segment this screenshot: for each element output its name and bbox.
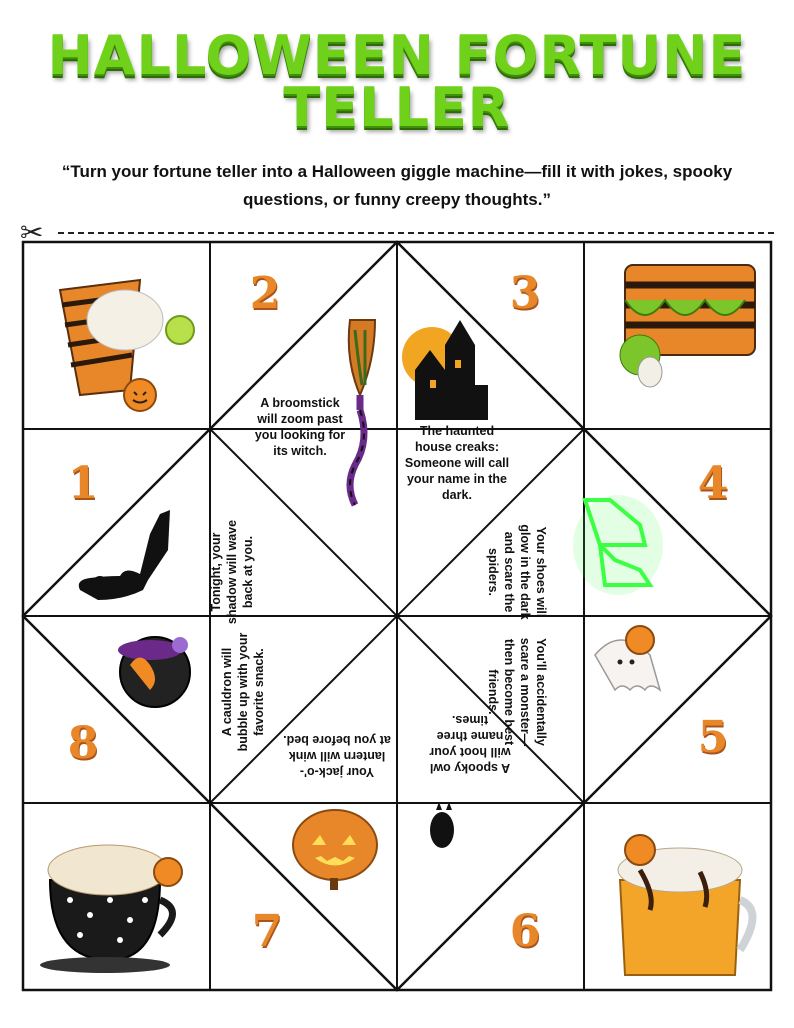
fortune-ghost: You'll accidentally scare a monster—then become best friends. [486,637,548,747]
title-line-1: HALLOWEEN FORTUNE [47,24,747,87]
fortune-jackolantern: Your jack-o'-lantern will wink at you before bed. [283,733,391,779]
cocoa-cup-icon [40,845,182,973]
number-4: 4 [697,458,729,509]
broomstick-icon [349,320,375,505]
cupcake-icon [60,280,194,411]
title-line-2: TELLER [283,76,511,139]
jack-o-lantern-icon [293,810,377,890]
fortune-cauldron: A cauldron will bubble up with your favorite snack. [220,632,266,752]
number-1: 1 [67,458,99,509]
fortune-shoes: Your shoes will glow in the dark and scare the spiders. [486,524,548,620]
scissors-icon: ✂ [20,216,44,249]
number-3: 3 [509,268,541,319]
number-2: 2 [249,268,281,319]
number-6: 6 [509,906,541,957]
glowing-shoes-icon [573,495,663,595]
fortune-shadow: Tonight, your shadow will wave back at you. [209,519,255,625]
cauldron-icon [118,637,190,707]
number-5: 5 [697,712,729,763]
milkshake-icon [618,835,753,975]
moon-owl-icon [420,802,496,901]
haunted-house-icon [402,320,488,420]
fortune-haunted-house: The haunted house creaks: Someone will call your name in the dark. [404,424,510,502]
subtitle: “Turn your fortune teller into a Halloween giggle machine—fill it with jokes, spooky questions, or funny creepy thoughts.” [61,162,733,209]
ghost-icon [595,626,660,690]
fortune-broomstick: A broomstick will zoom past you looking for its witch. [254,396,346,458]
fortune-owl: A spooky owl will hoot your name three times. [429,713,511,775]
number-8: 8 [67,718,99,769]
number-7: 7 [251,906,283,957]
shadow-icon [79,510,170,600]
cake-icon [620,265,755,387]
